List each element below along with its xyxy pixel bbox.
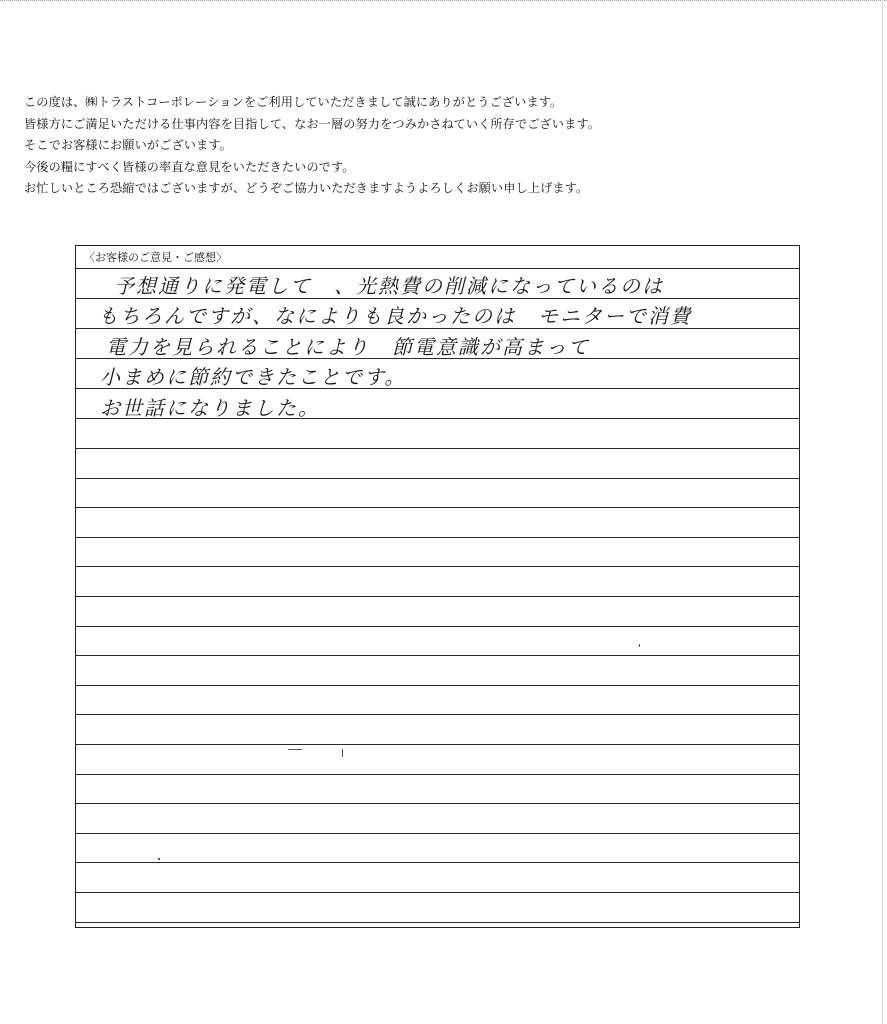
handwritten-answer: [76, 246, 799, 927]
intro-line: 皆様方にご満足いただける仕事内容を目指して、なお一層の努力をつみかさねていく所存でございます。: [24, 116, 600, 131]
answer-line: 電力を見られることにより 節電意識が高まって: [106, 335, 590, 359]
intro-paragraph: [24, 92, 844, 200]
intro-line: 今後の糧にすべく皆様の率直な意見をいただきたいのです。: [24, 159, 355, 174]
scan-speck: [639, 644, 640, 647]
feedback-form: [75, 245, 800, 928]
scan-edge-top: [0, 0, 887, 4]
answer-line: もちろんですが、なによりも良かったのは モニターで消費: [98, 304, 692, 328]
scan-edge-right: [882, 0, 883, 1024]
answer-line: お世話になりました。: [100, 396, 320, 420]
answer-line: 小まめに節約できたことです。: [100, 365, 407, 389]
intro-line: この度は、㈱トラストコーポレーションをご利用していただきまして誠にありがとうございます。: [24, 95, 563, 109]
answer-line: 予想通りに発電して 、光熱費の削減になっているのは: [114, 274, 664, 298]
intro-line: そこでお客様にお願いがございます。: [24, 138, 232, 152]
scan-speck: [288, 749, 302, 750]
scan-speck: [158, 858, 160, 860]
intro-line: お忙しいところ恐縮ではございますが、どうぞご協力いただきますようよろしくお願い申し上げます。: [24, 181, 589, 195]
form-header: 〈お客様のご意見・ご感想〉: [84, 251, 227, 264]
scan-speck: [342, 749, 343, 757]
